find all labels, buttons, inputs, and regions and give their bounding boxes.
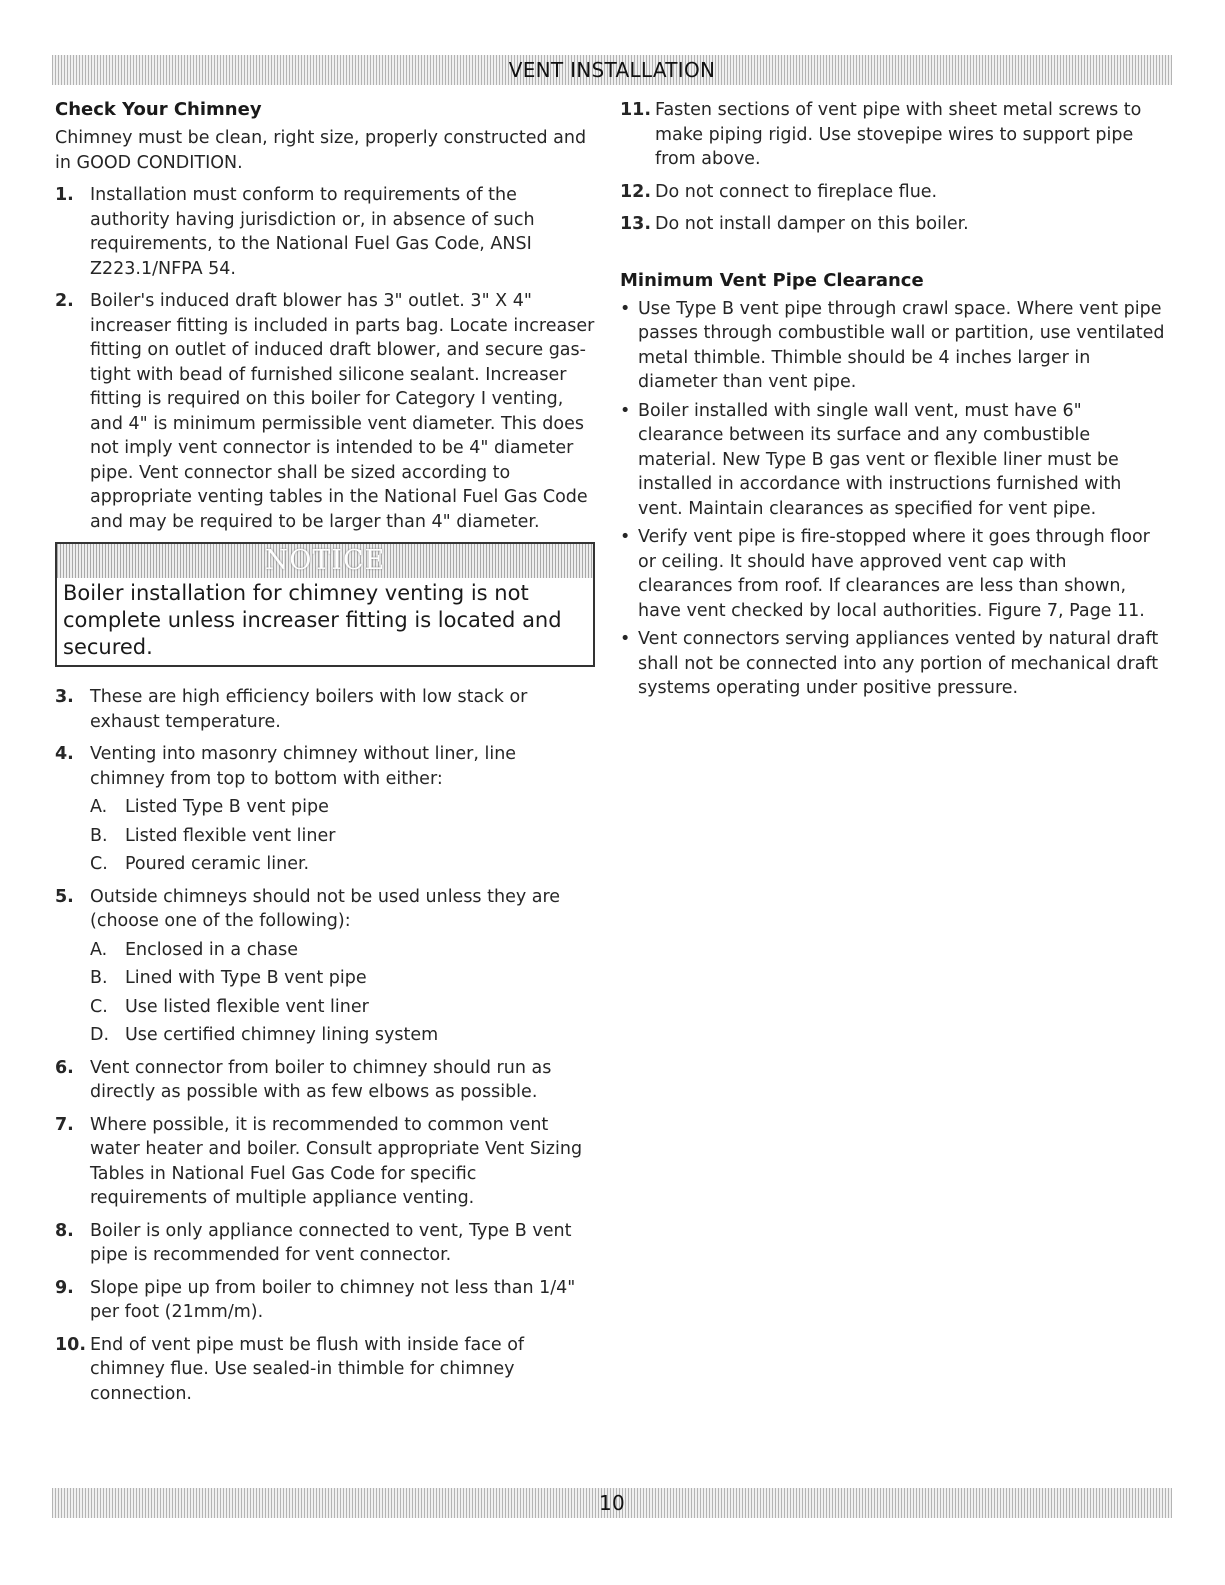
sub-item-text: Poured ceramic liner.: [125, 854, 310, 874]
item-text: Installation must conform to requirements of the authority having jurisdiction or, in absence of such requirements, to the National Fuel Gas Code, ANSI Z223.1/NFPA 54.: [90, 185, 535, 279]
bullet-icon: •: [620, 400, 631, 421]
list-item: [55, 1056, 595, 1105]
list-item: [55, 685, 595, 734]
bullet-text: Verify vent pipe is fire-stopped where it goes through floor or ceiling. It should have approved vent cap with clearances from roof. If clearances are less than shown, have vent checked by local authorities. Figure 7, Page 11.: [638, 527, 1150, 621]
sub-item-text: Lined with Type B vent pipe: [125, 968, 367, 988]
bullet-item: [620, 399, 1165, 522]
item-text: Vent connector from boiler to chimney should run as directly as possible with as few elbows as possible.: [90, 1057, 552, 1102]
bullet-text: Vent connectors serving appliances vented by natural draft shall not be connected into any portion of mechanical draft systems operating under positive pressure.: [638, 629, 1159, 698]
item-text: Slope pipe up from boiler to chimney not less than 1/4" per foot (21mm/m).: [90, 1277, 576, 1322]
item-number: 7.: [55, 1114, 74, 1135]
bullet-item: [620, 627, 1165, 701]
sub-item-text: Listed Type B vent pipe: [125, 797, 329, 817]
sub-item-letter: A.: [90, 797, 108, 817]
sub-item-letter: A.: [90, 939, 108, 960]
list-item: [620, 212, 1165, 237]
sub-item-text: Use listed flexible vent liner: [125, 996, 369, 1017]
item-text: Venting into masonry chimney without liner, line chimney from top to bottom with either:: [90, 744, 517, 789]
header-band: [52, 55, 1172, 85]
item-text: Where possible, it is recommended to common vent water heater and boiler. Consult appropriate Vent Sizing Tables in National Fuel Gas Code for specific requirements of multiple appliance venting.: [90, 1114, 583, 1208]
left-column: [55, 98, 595, 1414]
bullet-icon: •: [620, 527, 631, 547]
list-item: [620, 180, 1165, 205]
sub-item: [90, 852, 595, 877]
sub-item-letter: C.: [90, 854, 108, 874]
bullet-icon: •: [620, 298, 631, 319]
list-item: [55, 1333, 595, 1407]
item-number: 13.: [620, 214, 652, 234]
sub-item: [90, 995, 595, 1020]
notice-text: Boiler installation for chimney venting is not complete unless increaser fitting is located and secured.: [63, 581, 562, 659]
item-number: 6.: [55, 1057, 74, 1078]
bullet-text: Boiler installed with single wall vent, must have 6" clearance between its surface and any combustible material. New Type B gas vent or flexible liner must be installed in accordance with instructions furnished with vent. Maintain clearances as specified for vent pipe.: [638, 400, 1122, 519]
section-heading-vent-clearance: Minimum Vent Pipe Clearance: [620, 269, 924, 291]
sub-item-text: Listed flexible vent liner: [125, 825, 336, 846]
item-number: 9.: [55, 1277, 74, 1298]
item-body: [90, 742, 595, 877]
sub-item-letter: B.: [90, 968, 108, 988]
item-text: Do not connect to fireplace flue.: [655, 181, 938, 202]
notice-title: NOTICE: [264, 545, 386, 576]
notice-box: [55, 542, 595, 667]
item-number: 8.: [55, 1220, 74, 1241]
sub-item-text: Use certified chimney lining system: [125, 1025, 439, 1045]
sub-item: [90, 938, 595, 963]
sub-item: [90, 795, 595, 820]
list-item: [620, 98, 1165, 172]
item-text: Fasten sections of vent pipe with sheet metal screws to make piping rigid. Use stovepipe wires to support pipe from above.: [655, 100, 1142, 169]
item-number: 1.: [55, 185, 74, 205]
list-item: [55, 1276, 595, 1325]
sub-item-letter: B.: [90, 825, 108, 846]
page-title: VENT INSTALLATION: [508, 58, 716, 82]
sub-item-text: Enclosed in a chase: [125, 939, 299, 960]
footer-band: [52, 1488, 1172, 1518]
list-item: [55, 742, 595, 877]
intro-paragraph: Chimney must be clean, right size, properly constructed and in GOOD CONDITION.: [55, 128, 587, 173]
sub-item: [90, 966, 595, 991]
item-number: 11.: [620, 100, 652, 120]
bullet-item: [620, 297, 1165, 395]
list-item: [55, 183, 595, 281]
list-item: [55, 289, 595, 534]
notice-header: [57, 544, 593, 578]
item-number: 2.: [55, 291, 74, 311]
item-text: End of vent pipe must be flush with inside face of chimney flue. Use sealed-in thimble for chimney connection.: [90, 1334, 525, 1404]
bullet-icon: •: [620, 629, 631, 649]
item-text: Outside chimneys should not be used unless they are (choose one of the following):: [90, 886, 561, 931]
item-text: Do not install damper on this boiler.: [655, 214, 969, 234]
item-text: These are high efficiency boilers with low stack or exhaust temperature.: [90, 687, 528, 732]
list-item: [55, 885, 595, 1048]
item-number: 5.: [55, 886, 74, 907]
item-number: 3.: [55, 687, 74, 707]
page-number: 10: [598, 1491, 626, 1515]
list-item: [55, 1219, 595, 1268]
sub-item-letter: C.: [90, 996, 108, 1017]
sub-item-letter: D.: [90, 1025, 110, 1045]
item-number: 4.: [55, 744, 74, 764]
sub-item: [90, 1023, 595, 1048]
section-spacer: [620, 245, 1165, 269]
bullet-item: [620, 525, 1165, 623]
section-heading-check-chimney: Check Your Chimney: [55, 99, 262, 120]
right-column: [620, 98, 1165, 705]
item-number: 12.: [620, 181, 652, 202]
item-number: 10.: [55, 1334, 87, 1355]
list-item: [55, 1113, 595, 1211]
bullet-text: Use Type B vent pipe through crawl space. Where vent pipe passes through combustible wall or partition, use ventilated metal thimble. Thimble should be 4 inches larger in diameter than vent pipe.: [638, 298, 1165, 392]
sub-item: [90, 824, 595, 849]
item-body: [90, 885, 595, 1048]
item-text: Boiler is only appliance connected to vent, Type B vent pipe is recommended for vent connector.: [90, 1220, 572, 1265]
item-text: Boiler's induced draft blower has 3" outlet. 3" X 4" increaser fitting is included in parts bag. Locate increaser fitting on outlet of induced draft blower, and secure gas-tight with bead of furnished silicone sealant. Increaser fitting is required on this boiler for Category I venting, and 4" is minimum permissible vent diameter. This does not imply vent connector is intended to be 4" diameter pipe. Vent connector shall be sized according to appropriate venting tables in the National Fuel Gas Code and may be required to be larger than 4" diameter.: [90, 291, 595, 532]
